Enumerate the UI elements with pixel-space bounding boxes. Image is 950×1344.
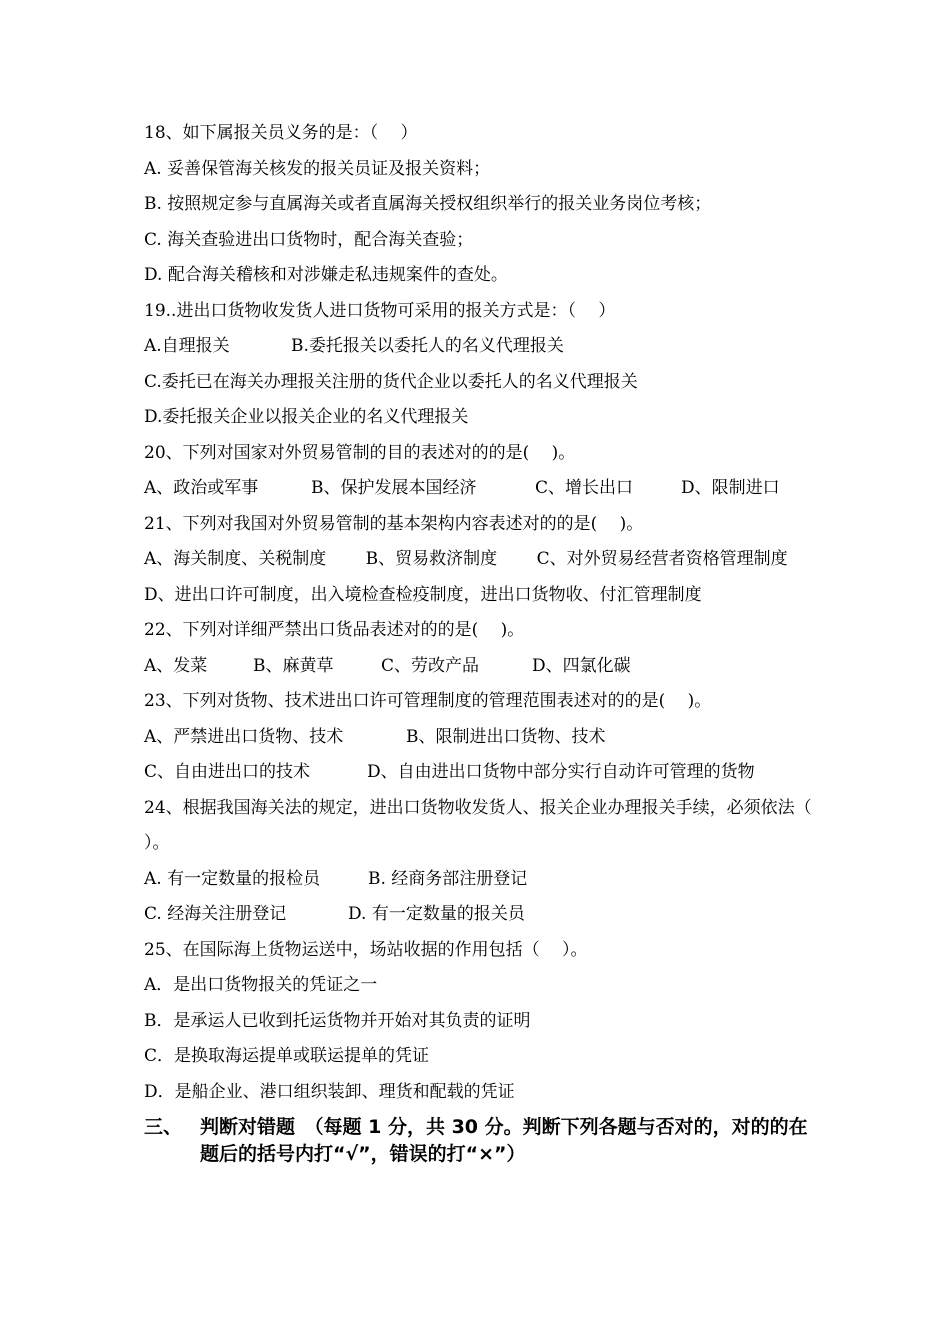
q24-options-ab bbox=[144, 862, 814, 898]
q20-option-b: B、保护发展本国经济 bbox=[311, 478, 477, 498]
q18-stem: 18、如下属报关员义务的是：（ ） bbox=[144, 123, 418, 143]
section-3-instructions: 判断对错题 （每题 1 分，共 30 分。判断下列各题与否对的，对的的在题后的括号内打“√”，错误的打“×”） bbox=[200, 1116, 808, 1165]
q24-stem: 24、根据我国海关法的规定，进出口货物收发货人、报关企业办理报关手续，必须依法（ ）。 bbox=[144, 797, 812, 853]
q18-option-c: C. 海关查验进出口货物时，配合海关查验； bbox=[144, 229, 474, 250]
q22-stem: 22、下列对详细严禁出口货品表述对的的是( )。 bbox=[144, 620, 525, 640]
q19-option-d: D.委托报关企业以报关企业的名义代理报关 bbox=[144, 407, 469, 427]
q23-options-cd bbox=[144, 755, 814, 791]
q21-stem: 21、下列对我国对外贸易管制的基本架构内容表述对的的是( )。 bbox=[144, 513, 644, 534]
q22-options bbox=[144, 649, 814, 685]
q23-stem: 23、下列对货物、技术进出口许可管理制度的管理范围表述对的的是( )。 bbox=[144, 691, 712, 711]
q22-option-b: B、麻黄草 bbox=[253, 655, 334, 676]
q19-option-a: A.自理报关 bbox=[144, 336, 230, 356]
q20-options bbox=[144, 471, 814, 507]
q19-option-b: B.委托报关以委托人的名义代理报关 bbox=[291, 336, 564, 356]
q23-option-a: A、严禁进出口货物、技术 bbox=[144, 726, 344, 747]
section-3-heading bbox=[144, 1114, 814, 1168]
q25-option-a: A．是出口货物报关的凭证之一 bbox=[144, 975, 378, 995]
q25-option-d: D．是船企业、港口组织装卸、理货和配载的凭证 bbox=[144, 1081, 515, 1102]
q19-stem: 19..进出口货物收发货人进口货物可采用的报关方式是：（ ） bbox=[144, 300, 616, 321]
q20-stem: 20、下列对国家对外贸易管制的目的表述对的的是( )。 bbox=[144, 442, 576, 463]
q23-options-ab bbox=[144, 720, 814, 756]
q25-option-c: C．是换取海运提单或联运提单的凭证 bbox=[144, 1046, 430, 1066]
q24-option-c: C. 经海关注册登记 bbox=[144, 904, 287, 924]
q20-option-d: D、限制进口 bbox=[681, 478, 780, 498]
q23-option-d: D、自由进出口货物中部分实行自动许可管理的货物 bbox=[367, 762, 755, 782]
q21-options-abc: A、海关制度、关税制度 B、贸易救济制度 C、对外贸易经营者资格管理制度 bbox=[144, 549, 788, 569]
q21-option-d: D、进出口许可制度，出入境检查检疫制度，进出口货物收、付汇管理制度 bbox=[144, 584, 702, 605]
q20-option-a: A、政治或军事 bbox=[144, 478, 259, 498]
q24-option-a: A. 有一定数量的报检员 bbox=[144, 868, 321, 889]
q18-option-d: D. 配合海关稽核和对涉嫌走私违规案件的查处。 bbox=[144, 265, 508, 285]
q24-option-b: B. 经商务部注册登记 bbox=[368, 868, 528, 889]
q22-option-d: D、四氯化碳 bbox=[532, 655, 631, 676]
q23-option-b: B、限制进出口货物、技术 bbox=[406, 726, 606, 747]
q23-option-c: C、自由进出口的技术 bbox=[144, 762, 311, 782]
q24-options-cd bbox=[144, 897, 814, 933]
q18-option-b: B. 按照规定参与直属海关或者直属海关授权组织举行的报关业务岗位考核； bbox=[144, 194, 712, 214]
q20-option-c: C、增长出口 bbox=[535, 478, 634, 498]
q19-options-ab bbox=[144, 329, 814, 365]
document-page bbox=[144, 116, 814, 1168]
q25-option-b: B．是承运人已收到托运货物并开始对其负责的证明 bbox=[144, 1010, 531, 1031]
q22-option-a: A、发菜 bbox=[144, 655, 208, 676]
q18-option-a: A. 妥善保管海关核发的报关员证及报关资料； bbox=[144, 158, 491, 179]
q22-option-c: C、劳改产品 bbox=[381, 655, 480, 676]
section-3-number: 三、 bbox=[144, 1116, 183, 1138]
q24-option-d: D. 有一定数量的报关员 bbox=[348, 904, 525, 924]
q25-stem: 25、在国际海上货物运送中，场站收据的作用包括（ ）。 bbox=[144, 939, 588, 960]
q19-option-c: C.委托已在海关办理报关注册的货代企业以委托人的名义代理报关 bbox=[144, 371, 638, 392]
